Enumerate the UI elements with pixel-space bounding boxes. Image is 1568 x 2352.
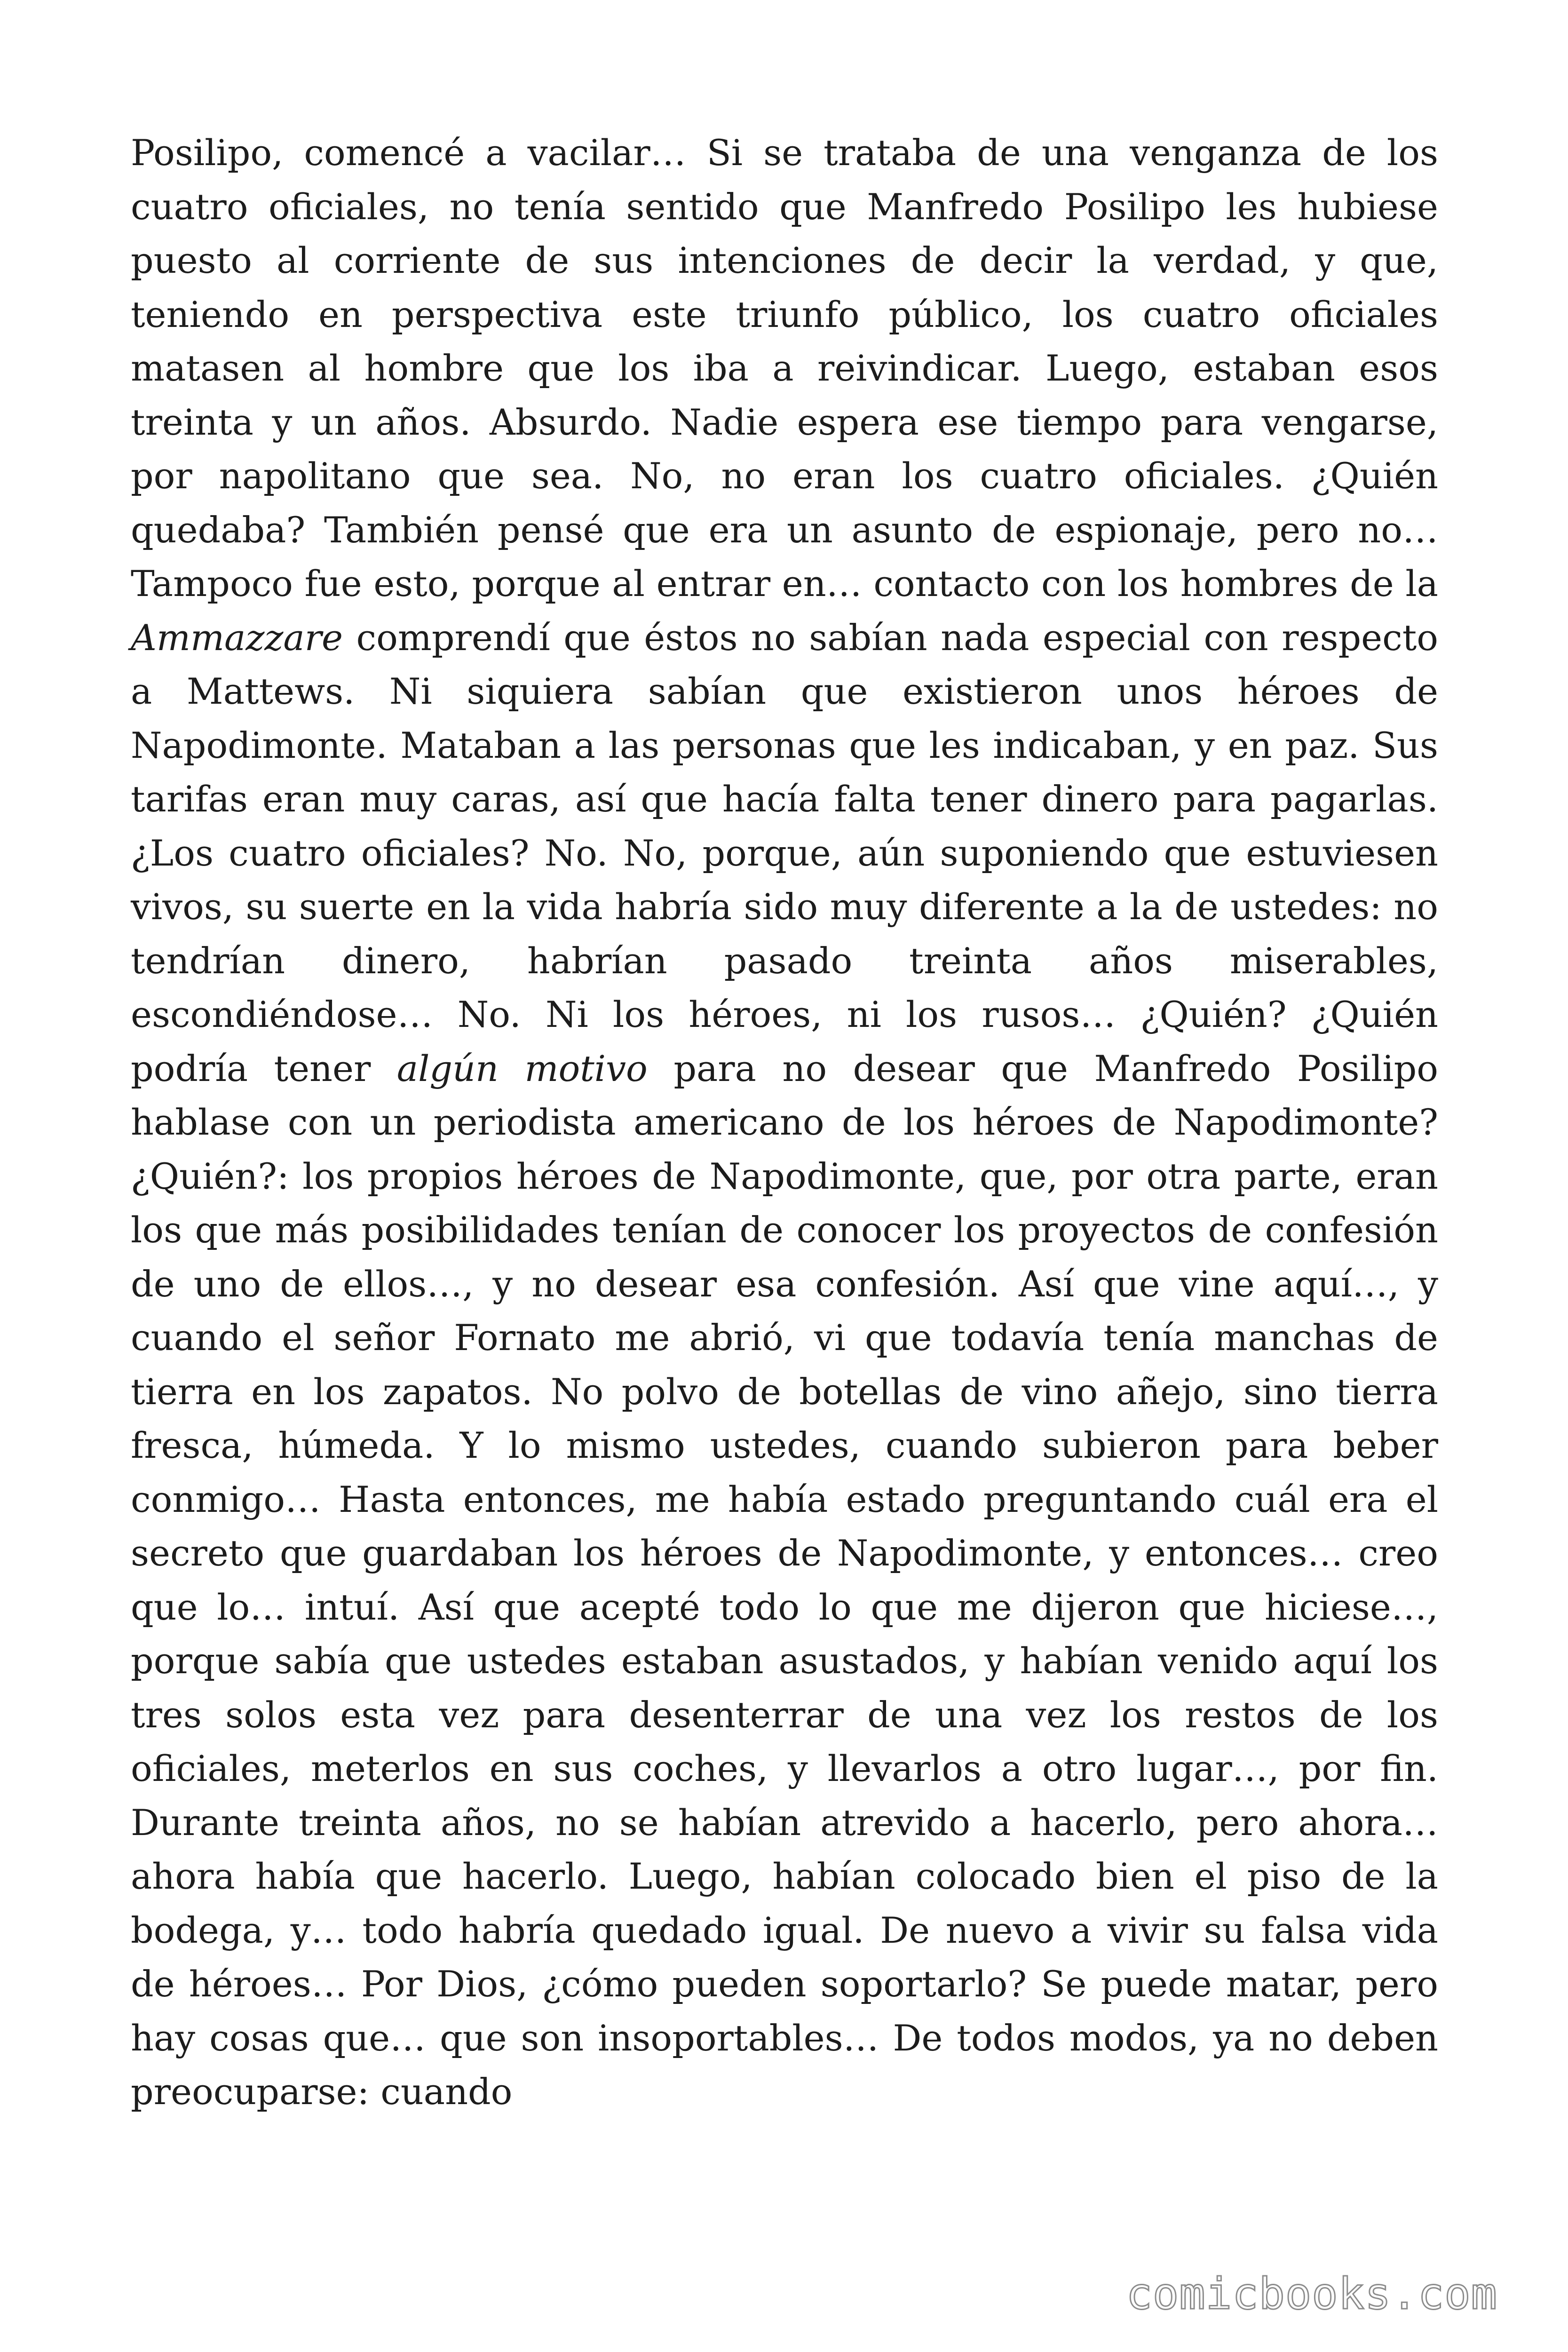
text-run-3: para no desear que Manfredo Posilipo hablase con un periodista americano de los héroes de Napodimonte? ¿Quién?: los propios héroes de Napodimonte, que, por otra parte, eran los que más posibilidades tenían de conocer los proyectos de confesión de uno de ellos…, y no desear esa confesión. Así que vine aquí…, y cuando el señor Fornato me abrió, vi que todavía tenía manchas de tierra en los zapatos. No polvo de botellas de vino añejo, sino tierra fresca, húmeda. Y lo mismo ustedes, cuando subieron para beber conmigo… Hasta entonces, me había estado preguntando cuál era el secreto que guardaban los héroes de Napodimonte, y entonces… creo que lo… intuí. Así que acepté todo lo que me dijeron que hiciese…, porque sabía que ustedes estaban asustados, y habían venido aquí los tres solos esta vez para desenterrar de una vez los restos de los oficiales, meterlos en sus coches, y llevarlos a otro lugar…, por fin. Durante treinta años, no se habían atrevido a hacerlo, pero ahora… ahora había que hacerlo. Luego, habían colocado bien el piso de la bodega, y… todo habría quedado igual. De nuevo a vivir su falsa vida de héroes… Por Dios, ¿cómo pueden soportarlo? Se puede matar, pero hay cosas que… que son insoportables… De todos modos, ya no deben preocuparse: cuando bbox=[131, 1047, 1438, 2113]
text-run-1: Posilipo, comencé a vacilar… Si se trataba de una venganza de los cuatro oficiales, no tenía sentido que Manfredo Posilipo les hubiese puesto al corriente de sus intenciones de decir la verdad, y que, teniendo en perspectiva este triunfo público, los cuatro oficiales matasen al hombre que los iba a reivindicar. Luego, estaban esos treinta y un años. Absurdo. Nadie espera ese tiempo para vengarse, por napolitano que sea. No, no eran los cuatro oficiales. ¿Quién quedaba? También pensé que era un asunto de espionaje, pero no… Tampoco fue esto, porque al entrar en… contacto con los hombres de la bbox=[131, 132, 1438, 604]
paragraph bbox=[131, 126, 1438, 2119]
italic-algun-motivo: algún motivo bbox=[396, 1047, 648, 1089]
text-run-2: comprendí que éstos no sabían nada especial con respecto a Mattews. Ni siquiera sabían que existieron unos héroes de Napodimonte. Mataban a las personas que les indicaban, y en paz. Sus tarifas eran muy caras, así que hacía falta tener dinero para pagarlas. ¿Los cuatro oficiales? No. No, porque, aún suponiendo que estuviesen vivos, su suerte en la vida habría sido muy diferente a la de ustedes: no tendrían dinero, habrían pasado treinta años miserables, escondiéndose… No. Ni los héroes, ni los rusos… ¿Quién? ¿Quién podría tener bbox=[131, 616, 1438, 1089]
body-text bbox=[131, 126, 1438, 2119]
watermark: comicbooks.com bbox=[1126, 2269, 1497, 2319]
italic-ammazzare: Ammazzare bbox=[131, 616, 343, 659]
